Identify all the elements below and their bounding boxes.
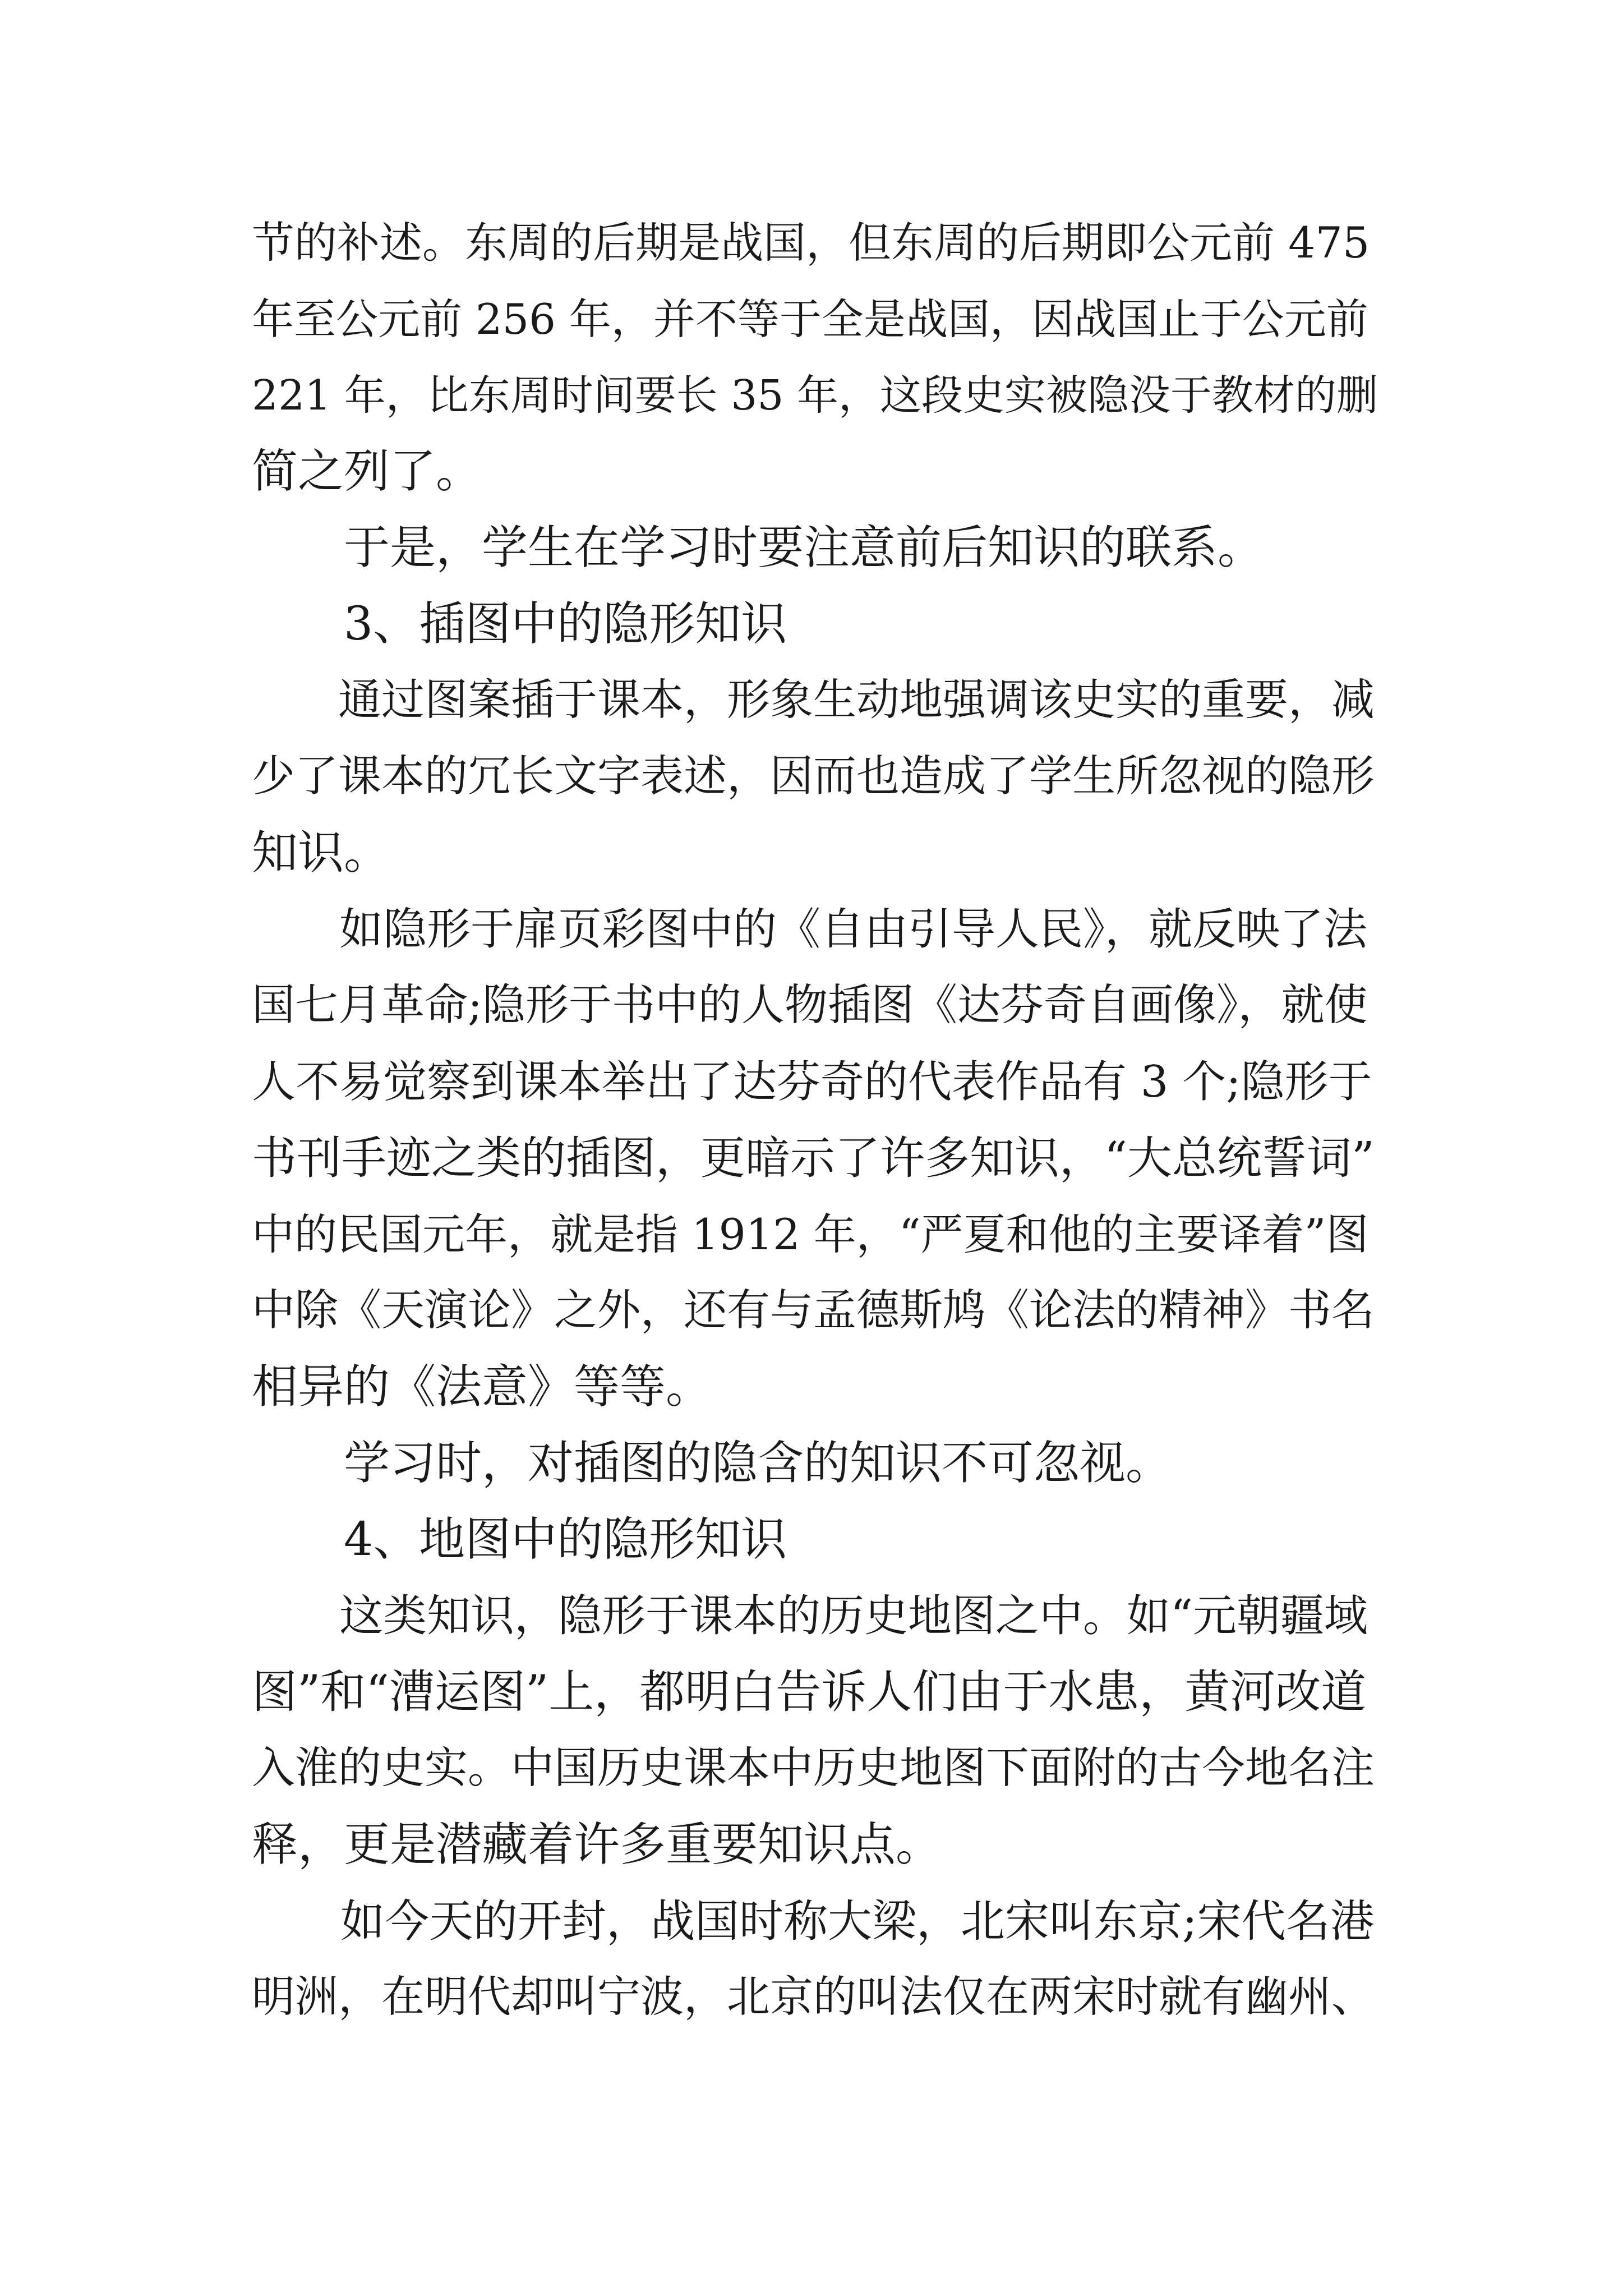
text-line: 如隐形于扉页彩图中的《自由引导人民》，就反映了法 bbox=[252, 904, 1368, 955]
text-line: 少了课本的冗长文字表述，因而也造成了学生所忽视的隐形 bbox=[252, 752, 1375, 802]
text-line: 明洲，在明代却叫宁波，北京的叫法仅在两宋时就有幽州、 bbox=[252, 1972, 1375, 2022]
text-line: 学习时，对插图的隐含的知识不可忽视。 bbox=[252, 1437, 1172, 1490]
text-line: 图”和“漕运图”上，都明白告诉人们由于水患，黄河改道 bbox=[252, 1666, 1367, 1719]
text-line: 释，更是潜藏着许多重要知识点。 bbox=[252, 1818, 942, 1871]
section-heading: 4、地图中的隐形知识 bbox=[252, 1513, 787, 1566]
text-line: 如今天的开封，战国时称大梁，北宋叫东京;宋代名港 bbox=[252, 1895, 1375, 1947]
section-heading: 3、插图中的隐形知识 bbox=[252, 597, 787, 651]
text-line: 简之列了。 bbox=[252, 445, 482, 498]
text-line: 节的补述。东周的后期是战国，但东周的后期即公元前 475 bbox=[252, 218, 1370, 268]
text-line: 中的民国元年，就是指 1912 年，“严夏和他的主要译着”图 bbox=[252, 1209, 1369, 1259]
text-line: 221 年，比东周时间要长 35 年，这段史实被隐没于教材的删 bbox=[252, 371, 1378, 420]
text-line: 相异的《法意》等等。 bbox=[252, 1360, 712, 1414]
text-line: 入淮的史实。中国历史课本中历史地图下面附的古今地名注 bbox=[252, 1743, 1375, 1793]
text-line: 书刊手迹之类的插图，更暗示了许多知识，“大总统誓词” bbox=[252, 1132, 1375, 1184]
text-line: 通过图案插于课本，形象生动地强调该史实的重要，减 bbox=[252, 675, 1375, 725]
text-line: 这类知识，隐形于课本的历史地图之中。如“元朝疆域 bbox=[252, 1591, 1368, 1641]
text-line: 人不易觉察到课本举出了达芬奇的代表作品有 3 个;隐形于 bbox=[252, 1057, 1372, 1107]
text-line: 中除《天演论》之外，还有与孟德斯鸠《论法的精神》书名 bbox=[252, 1286, 1375, 1336]
text-line: 年至公元前 256 年，并不等于全是战国，因战国止于公元前 bbox=[252, 295, 1368, 344]
text-line: 知识。 bbox=[252, 826, 390, 880]
text-line: 国七月革命;隐形于书中的人物插图《达芬奇自画像》，就使 bbox=[252, 981, 1368, 1030]
text-line: 于是，学生在学习时要注意前后知识的联系。 bbox=[252, 521, 1264, 574]
